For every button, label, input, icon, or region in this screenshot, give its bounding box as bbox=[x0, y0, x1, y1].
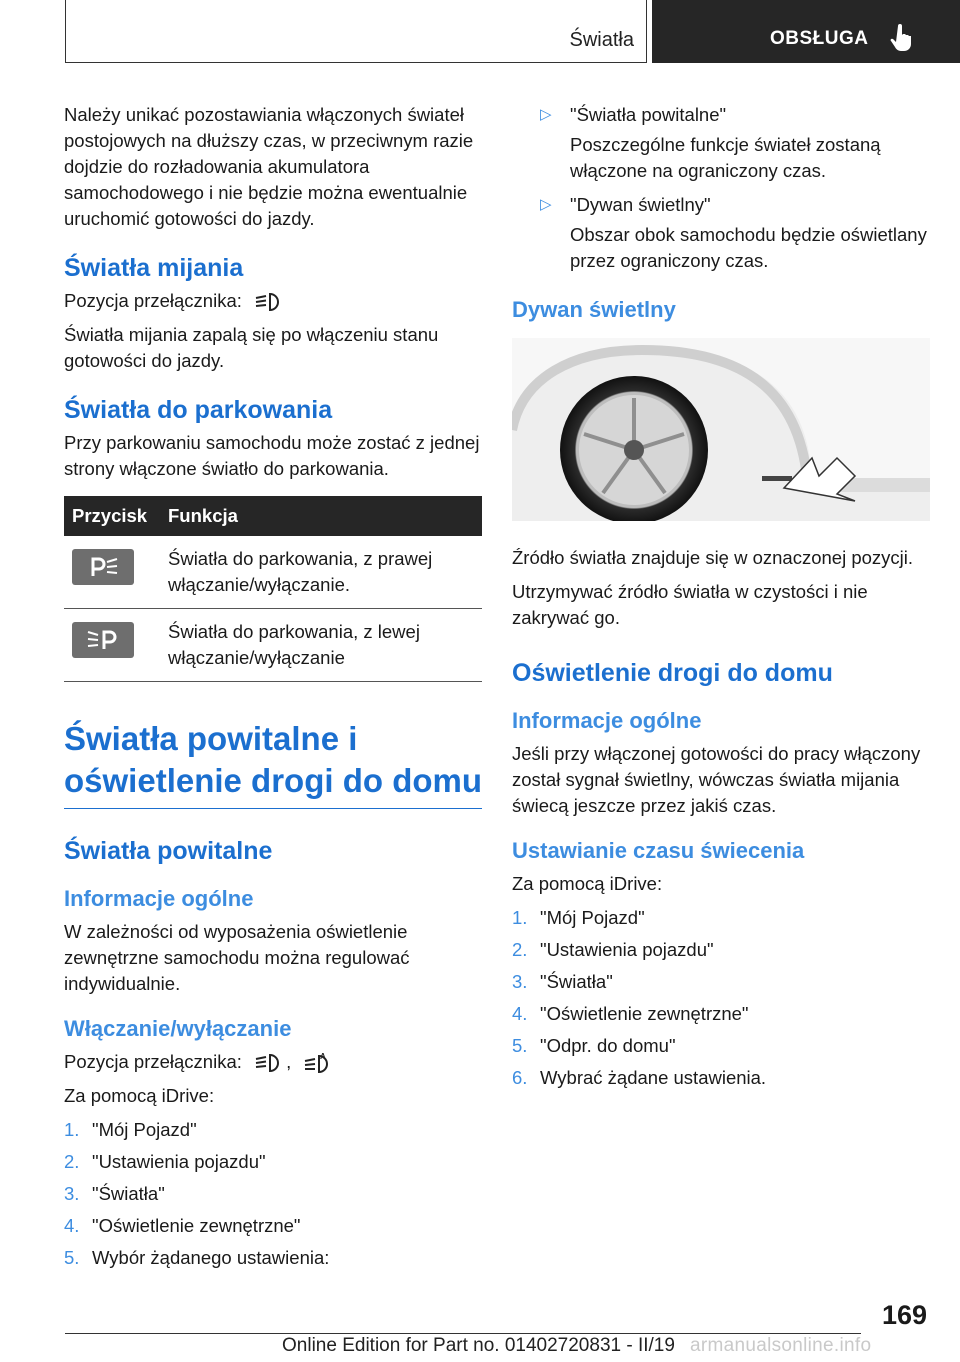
carpet-heading: Dywan świetlny bbox=[512, 297, 676, 322]
parking-right-function: Światła do parkowania, z prawej włączanie/wyłączanie. bbox=[160, 536, 482, 609]
list-item: 2. "Ustawienia pojazdu" bbox=[64, 1151, 266, 1173]
table-header-button: Przycisk bbox=[64, 496, 160, 536]
parking-light-right-icon bbox=[85, 554, 121, 580]
chapter-tab[interactable] bbox=[652, 0, 960, 63]
carpet-text-2: Utrzymywać źródło światła w czystości i nie zakrywać go. bbox=[512, 581, 868, 628]
triangle-bullet-icon: ▷ bbox=[540, 196, 552, 213]
carpet-text-1: Źródło światła znajduje się w oznaczonej pozycji. bbox=[512, 547, 914, 568]
list-item: 4. "Oświetlenie zewnętrzne" bbox=[512, 1003, 749, 1024]
list-item: 5. Wybór żądanego ustawienia: bbox=[64, 1247, 330, 1269]
list-item: 3. "Światła" bbox=[512, 971, 613, 992]
home-general-text: Jeśli przy włączonej gotowości do pracy włączony został sygnał świetlny, wówczas światła mijania świecą jeszcze przez jakiś czas. bbox=[512, 743, 921, 816]
option-desc: Poszczególne funkcje świateł zostaną włączone na ograniczony czas. bbox=[570, 134, 881, 181]
parking-heading: Światła do parkowania bbox=[64, 396, 333, 424]
home-general-heading: Informacje ogólne bbox=[512, 708, 702, 733]
right-column bbox=[512, 102, 930, 1097]
table-header-function: Funkcja bbox=[160, 496, 482, 536]
list-item: 3. "Światła" bbox=[64, 1183, 165, 1205]
list-item: 2. "Ustawienia pojazdu" bbox=[512, 939, 714, 960]
car-wheel-illustration bbox=[512, 338, 930, 521]
welcome-steps bbox=[64, 1117, 482, 1271]
low-beam-switch-icon bbox=[253, 1052, 281, 1074]
edition-text: Online Edition for Part no. 01402720831 - II/19 bbox=[282, 1335, 675, 1356]
position-separator: , bbox=[286, 1051, 292, 1072]
wheel-photo bbox=[512, 338, 930, 521]
parking-light-left-icon bbox=[85, 627, 121, 653]
section-title: Światła bbox=[569, 29, 634, 51]
parking-left-button[interactable] bbox=[72, 622, 134, 658]
table-row bbox=[64, 609, 482, 682]
parking-button-table bbox=[64, 496, 482, 682]
home-heading: Oświetlenie drogi do domu bbox=[512, 659, 833, 687]
welcome-options bbox=[512, 102, 930, 274]
low-beam-text: Światła mijania zapalą się po włączeniu stanu gotowości do jazdy. bbox=[64, 324, 439, 371]
list-item bbox=[512, 102, 930, 184]
list-item: 1. "Mój Pojazd" bbox=[64, 1119, 197, 1141]
intro-text: Należy unikać pozostawiania włączonych świateł postojowych na dłuższy czas, w przeciwnym razie dojdzie do rozładowania akumulatora samochodowego i nie będzie można ewentualnie uruchomić gotowości do jazdy. bbox=[64, 104, 474, 229]
welcome-general-text: W zależności od wyposażenia oświetlenie zewnętrzne samochodu można regulować indywidualnie. bbox=[64, 921, 410, 994]
parking-right-button[interactable] bbox=[72, 549, 134, 585]
welcome-position bbox=[64, 1049, 482, 1075]
onoff-heading: Włączanie/wyłączanie bbox=[64, 1016, 292, 1041]
welcome-heading: Światła powitalne bbox=[64, 837, 273, 865]
list-item: 1. "Mój Pojazd" bbox=[512, 907, 645, 928]
hand-pointer-icon bbox=[890, 24, 914, 52]
option-label: "Światła powitalne" bbox=[570, 104, 727, 125]
low-beam-position bbox=[64, 288, 482, 314]
time-heading: Ustawianie czasu świecenia bbox=[512, 838, 805, 863]
parking-left-function: Światła do parkowania, z lewej włączanie/wyłączanie bbox=[160, 609, 482, 682]
option-desc: Obszar obok samochodu będzie oświetlany przez ograniczony czas. bbox=[570, 224, 927, 271]
left-column bbox=[64, 102, 482, 1277]
home-steps bbox=[512, 905, 930, 1091]
table-row bbox=[64, 536, 482, 609]
watermark: armanualsonline.info bbox=[690, 1335, 872, 1356]
page-number: 169 bbox=[881, 1300, 927, 1330]
list-item: 5. "Odpr. do domu" bbox=[512, 1035, 676, 1056]
svg-text:A: A bbox=[320, 1052, 327, 1062]
welcome-idrive: Za pomocą iDrive: bbox=[64, 1085, 215, 1107]
list-item: 4. "Oświetlenie zewnętrzne" bbox=[64, 1215, 301, 1237]
low-beam-switch-icon bbox=[253, 291, 281, 313]
option-label: "Dywan świetlny" bbox=[570, 194, 711, 215]
list-item bbox=[512, 192, 930, 274]
chapter-heading: Światła powitalne i oświetlenie drogi do domu bbox=[64, 718, 482, 809]
welcome-general-heading: Informacje ogólne bbox=[64, 886, 254, 911]
triangle-bullet-icon: ▷ bbox=[540, 106, 552, 123]
header-frame bbox=[65, 0, 647, 63]
auto-light-switch-icon bbox=[302, 1051, 330, 1075]
low-beam-position-label: Pozycja przełącznika: bbox=[64, 290, 242, 311]
welcome-position-label: Pozycja przełącznika: bbox=[64, 1051, 242, 1072]
chapter-tab-label: OBSŁUGA bbox=[770, 28, 869, 49]
parking-text: Przy parkowaniu samochodu może zostać z jednej strony włączone światło do parkowania. bbox=[64, 432, 480, 479]
footer-divider bbox=[65, 1333, 861, 1334]
low-beam-heading: Światła mijania bbox=[64, 254, 244, 282]
list-item: 6. Wybrać żądane ustawienia. bbox=[512, 1067, 767, 1088]
home-idrive: Za pomocą iDrive: bbox=[512, 873, 663, 894]
